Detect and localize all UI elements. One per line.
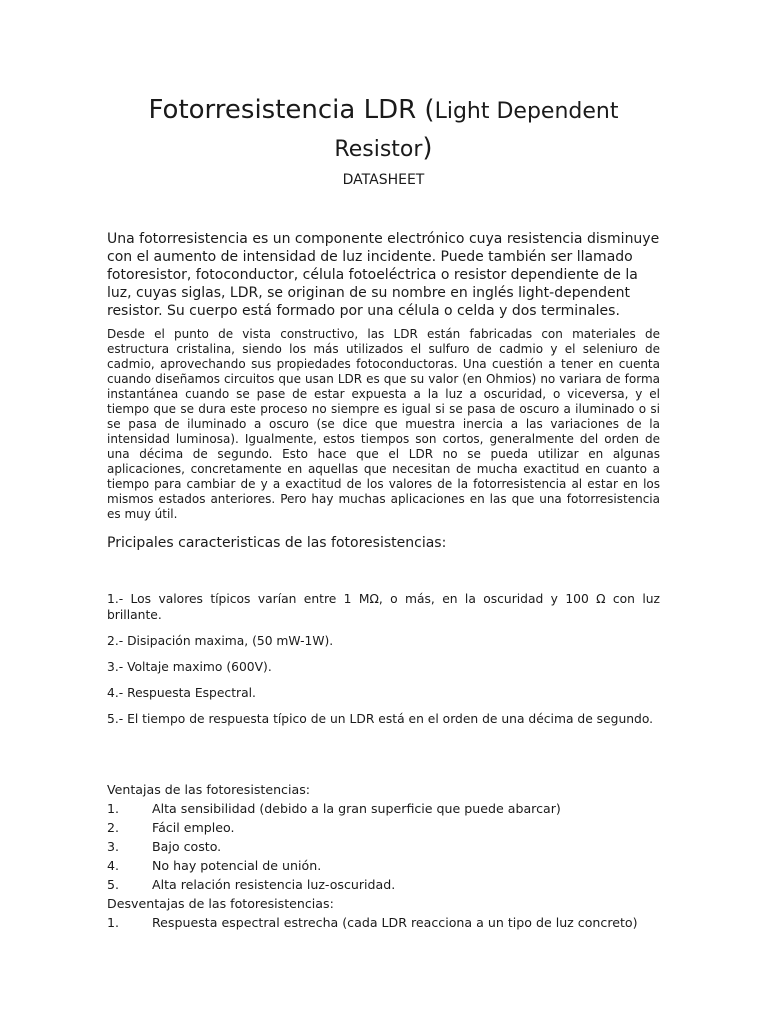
disadvantage-number: 1.	[107, 915, 120, 930]
advantage-item	[107, 818, 660, 837]
characteristic-item: 1.- Los valores típicos varían entre 1 MΩ, o más, en la oscuridad y 100 Ω con luz brillante.	[107, 592, 660, 622]
title-part-1: Fotorresistencia LDR (	[148, 95, 435, 125]
document-subtitle: DATASHEET	[342, 172, 425, 188]
title-part-3: )	[422, 133, 433, 163]
advantage-item	[107, 856, 660, 875]
intro-paragraph: Una fotorresistencia es un componente electrónico cuya resistencia disminuye con el aumento de intensidad de luz incidente. Puede también ser llamado fotoresistor, fotoconductor, célula fotoeléctrica o resistor dependiente de la luz, cuyas siglas, LDR, se originan de su nombre en inglés light-dependent resistor. Su cuerpo está formado por una célula o celda y dos terminales.	[107, 231, 660, 319]
advantages-heading: Ventajas de las fotoresistencias:	[107, 782, 310, 797]
advantage-text: Alta sensibilidad (debido a la gran superficie que puede abarcar)	[152, 801, 561, 816]
document-title	[107, 92, 660, 168]
advantage-number: 4.	[107, 858, 120, 873]
advantage-number: 5.	[107, 877, 120, 892]
advantage-item	[107, 875, 660, 894]
disadvantage-text: Respuesta espectral estrecha (cada LDR reacciona a un tipo de luz concreto)	[152, 915, 638, 930]
disadvantages-heading: Desventajas de las fotoresistencias:	[107, 896, 334, 911]
advantage-number: 1.	[107, 801, 120, 816]
advantage-text: No hay potencial de unión.	[152, 858, 322, 873]
characteristics-heading: Pricipales caracteristicas de las fotoresistencias:	[107, 535, 447, 551]
title-part-2: Light Dependent Resistor	[334, 99, 619, 162]
characteristic-item: 3.- Voltaje maximo (600V).	[107, 660, 272, 674]
disadvantage-item	[107, 913, 660, 932]
advantage-text: Bajo costo.	[152, 839, 222, 854]
characteristic-item: 4.- Respuesta Espectral.	[107, 686, 256, 700]
characteristic-item: 5.- El tiempo de respuesta típico de un LDR está en el orden de una décima de segundo.	[107, 712, 654, 726]
advantage-item	[107, 799, 660, 818]
advantage-item	[107, 837, 660, 856]
advantage-number: 3.	[107, 839, 120, 854]
advantage-text: Alta relación resistencia luz-oscuridad.	[152, 877, 396, 892]
advantages-section	[107, 780, 660, 932]
characteristic-item: 2.- Disipación maxima, (50 mW-1W).	[107, 634, 334, 648]
advantage-text: Fácil empleo.	[152, 820, 235, 835]
advantage-number: 2.	[107, 820, 120, 835]
body-paragraph: Desde el punto de vista constructivo, las LDR están fabricadas con materiales de estructura cristalina, siendo los más utilizados el sulfuro de cadmio y el seleniuro de cadmio, aprovechando sus propiedades fotoconductoras. Una cuestión a tener en cuenta cuando diseñamos circuitos que usan LDR es que su valor (en Ohmios) no variara de forma instantánea cuando se pase de estar expuesta a la luz a oscuridad, o viceversa, y el tiempo que se dura este proceso no siempre es igual si se pasa de oscuro a iluminado o si se pasa de iluminado a oscuro (se dice que muestra inercia a las variaciones de la intensidad luminosa). Igualmente, estos tiempos son cortos, generalmente del orden de una décima de segundo. Esto hace que el LDR no se pueda utilizar en algunas aplicaciones, concretamente en aquellas que necesitan de mucha exactitud en cuanto a tiempo para cambiar de y a exactitud de los valores de la fotorresistencia al estar en los mismos estados anteriores. Pero hay muchas aplicaciones en las que una fotorresistencia es muy útil.	[107, 327, 660, 521]
